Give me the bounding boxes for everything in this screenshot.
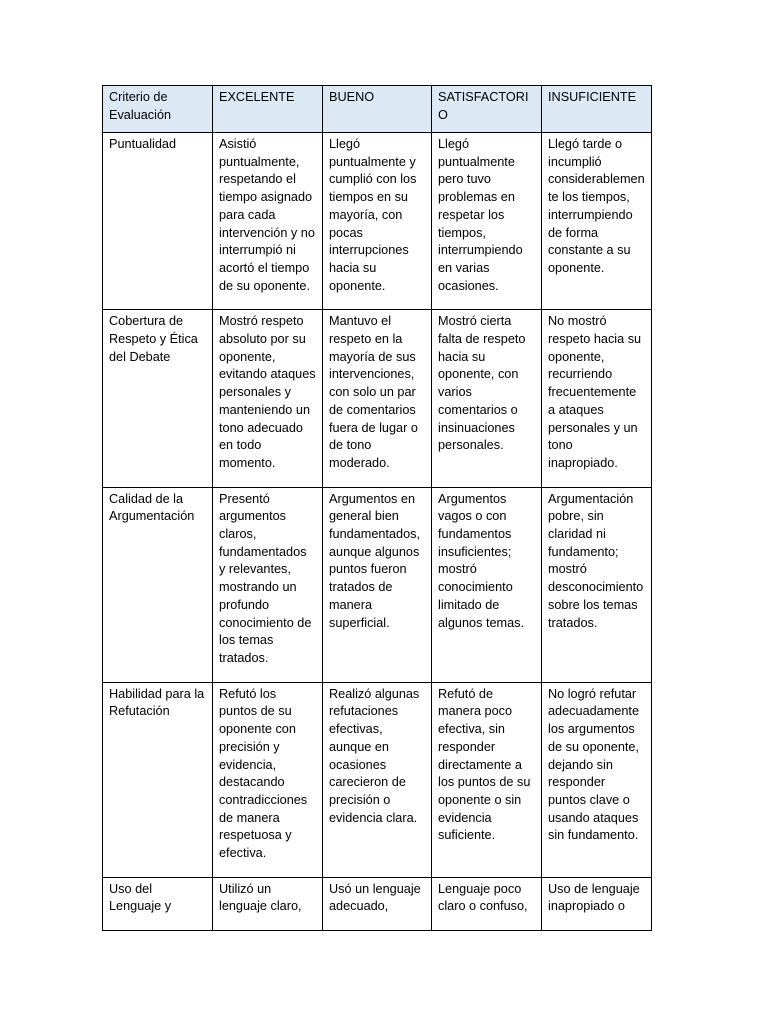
satisfactorio-cell: Lenguaje poco claro o confuso, [432,877,542,930]
insuficiente-cell: No logró refutar adecuadamente los argumentos de su oponente, dejando sin responder puntos clave o usando ataques sin fundamento. [542,682,652,877]
bueno-cell: Realizó algunas refutaciones efectivas, aunque en ocasiones carecieron de precisión o evidencia clara. [323,682,432,877]
criterion-cell: Uso del Lenguaje y [103,877,213,930]
criterion-cell: Cobertura de Respeto y Ética del Debate [103,310,213,487]
insuficiente-cell: Argumentación pobre, sin claridad ni fundamento; mostró desconocimiento sobre los temas tratados. [542,487,652,682]
table-row [103,682,652,877]
bueno-cell: Llegó puntualmente y cumplió con los tiempos en su mayoría, con pocas interrupciones hacia su oponente. [323,133,432,310]
header-satisfactorio: SATISFACTORIO [432,86,542,133]
insuficiente-cell: Uso de lenguaje inapropiado o [542,877,652,930]
bueno-cell: Mantuvo el respeto en la mayoría de sus intervenciones, con solo un par de comentarios fuera de lugar o de tono moderado. [323,310,432,487]
satisfactorio-cell: Refutó de manera poco efectiva, sin responder directamente a los puntos de su oponente o sin evidencia suficiente. [432,682,542,877]
header-insuficiente: INSUFICIENTE [542,86,652,133]
excelente-cell: Utilizó un lenguaje claro, [213,877,323,930]
bueno-cell: Argumentos en general bien fundamentados, aunque algunos puntos fueron tratados de manera superficial. [323,487,432,682]
satisfactorio-cell: Llegó puntualmente pero tuvo problemas en respetar los tiempos, interrumpiendo en varias ocasiones. [432,133,542,310]
table-row [103,133,652,310]
table-row [103,310,652,487]
insuficiente-cell: No mostró respeto hacia su oponente, recurriendo frecuentemente a ataques personales y un tono inapropiado. [542,310,652,487]
header-excelente: EXCELENTE [213,86,323,133]
table-row [103,877,652,930]
excelente-cell: Mostró respeto absoluto por su oponente, evitando ataques personales y manteniendo un tono adecuado en todo momento. [213,310,323,487]
criterion-cell: Habilidad para la Refutación [103,682,213,877]
satisfactorio-cell: Mostró cierta falta de respeto hacia su oponente, con varios comentarios o insinuaciones personales. [432,310,542,487]
table-row [103,487,652,682]
rubric-table [102,85,652,931]
satisfactorio-cell: Argumentos vagos o con fundamentos insuficientes; mostró conocimiento limitado de algunos temas. [432,487,542,682]
excelente-cell: Presentó argumentos claros, fundamentados y relevantes, mostrando un profundo conocimiento de los temas tratados. [213,487,323,682]
bueno-cell: Usó un lenguaje adecuado, [323,877,432,930]
criterion-cell: Calidad de la Argumentación [103,487,213,682]
criterion-cell: Puntualidad [103,133,213,310]
excelente-cell: Refutó los puntos de su oponente con precisión y evidencia, destacando contradicciones de manera respetuosa y efectiva. [213,682,323,877]
header-bueno: BUENO [323,86,432,133]
header-row [103,86,652,133]
excelente-cell: Asistió puntualmente, respetando el tiempo asignado para cada intervención y no interrumpió ni acortó el tiempo de su oponente. [213,133,323,310]
header-criterion: Criterio de Evaluación [103,86,213,133]
insuficiente-cell: Llegó tarde o incumplió considerablemente los tiempos, interrumpiendo de forma constante a su oponente. [542,133,652,310]
